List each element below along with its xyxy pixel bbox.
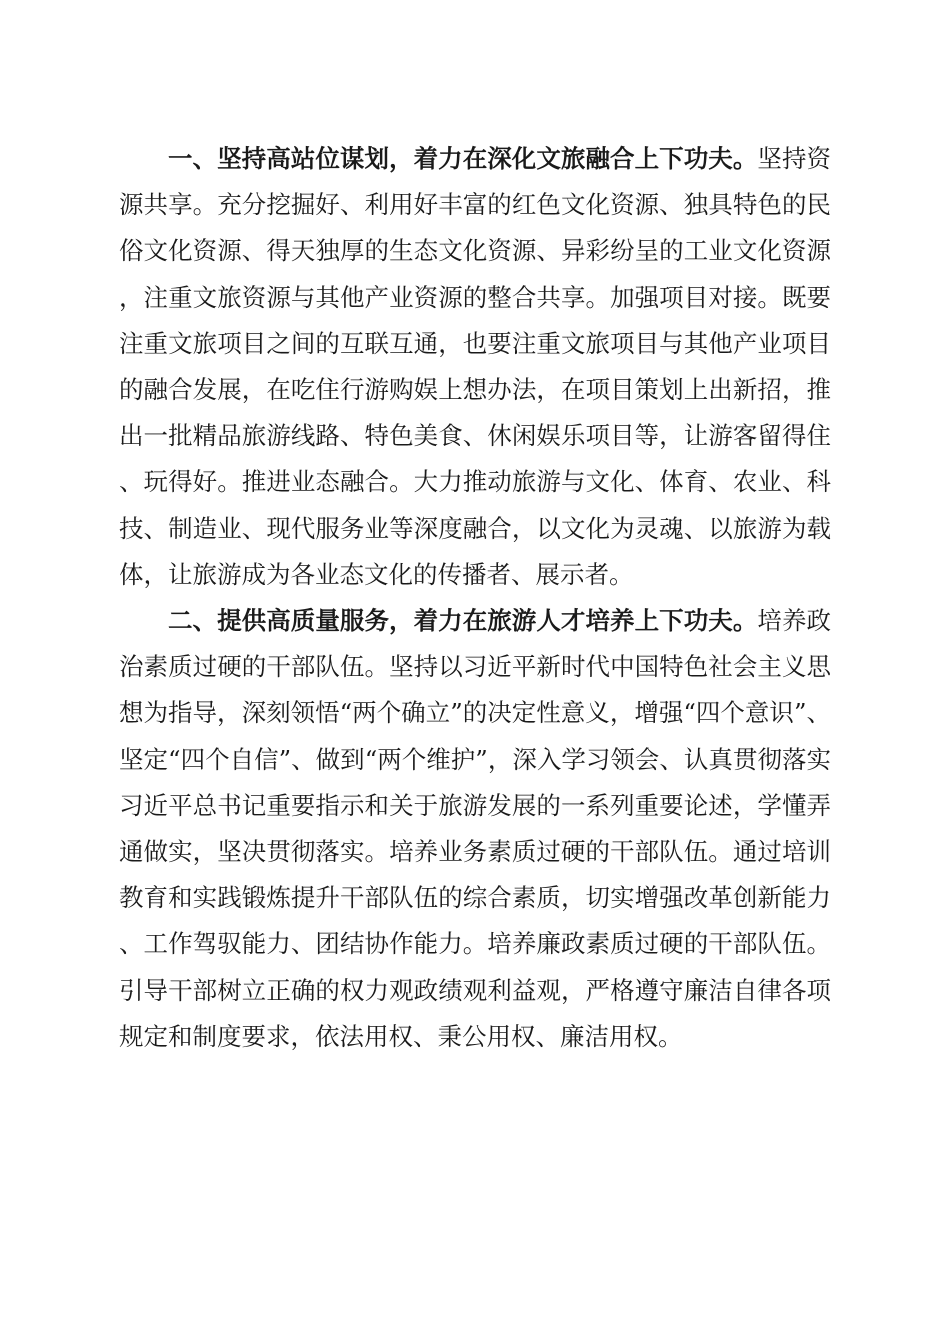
paragraph-2-heading: 二、提供高质量服务，着力在旅游人才培养上下功夫。 [168,606,758,636]
paragraph-1-heading: 一、坚持高站位谋划，着力在深化文旅融合上下功夫。 [168,144,758,173]
paragraph-1-text: 坚持资源共享。充分挖掘好、利用好丰富的红色文化资源、独具特色的民俗文化资源、得天独厚的生态文化资源、异彩纷呈的工业文化资源，注重文旅资源与其他产业资源的整合共享。加强项目对接。既要注重文旅项目之间的互联互通，也要注重文旅项目与其他产业项目的融合发展，在吃住行游购娱上想办法，在项目策划上出新招，推出一批精品旅游线路、特色美食、休闲娱乐项目等，让游客留得住、玩得好。推进业态融合。大力推动旅游与文化、体育、农业、科技、制造业、现代服务业等深度融合，以文化为灵魂、以旅游为载体，让旅游成为各业态文化的传播者、展示者。 [119,144,832,589]
paragraph-2 [119,598,831,1060]
document-body [119,136,831,1060]
paragraph-2-text: 培养政治素质过硬的干部队伍。坚持以习近平新时代中国特色社会主义思想为指导，深刻领悟“两个确立”的决定性意义，增强“四个意识”、坚定“四个自信”、做到“两个维护”，深入学习领会、认真贯彻落实习近平总书记重要指示和关于旅游发展的一系列重要论述，学懂弄通做实，坚决贯彻落实。培养业务素质过硬的干部队伍。通过培训教育和实践锻炼提升干部队伍的综合素质，切实增强改革创新能力、工作驾驭能力、团结协作能力。培养廉政素质过硬的干部队伍。引导干部树立正确的权力观政绩观利益观，严格遵守廉洁自律各项规定和制度要求，依法用权、秉公用权、廉洁用权。 [119,606,832,1051]
paragraph-1 [119,136,831,598]
